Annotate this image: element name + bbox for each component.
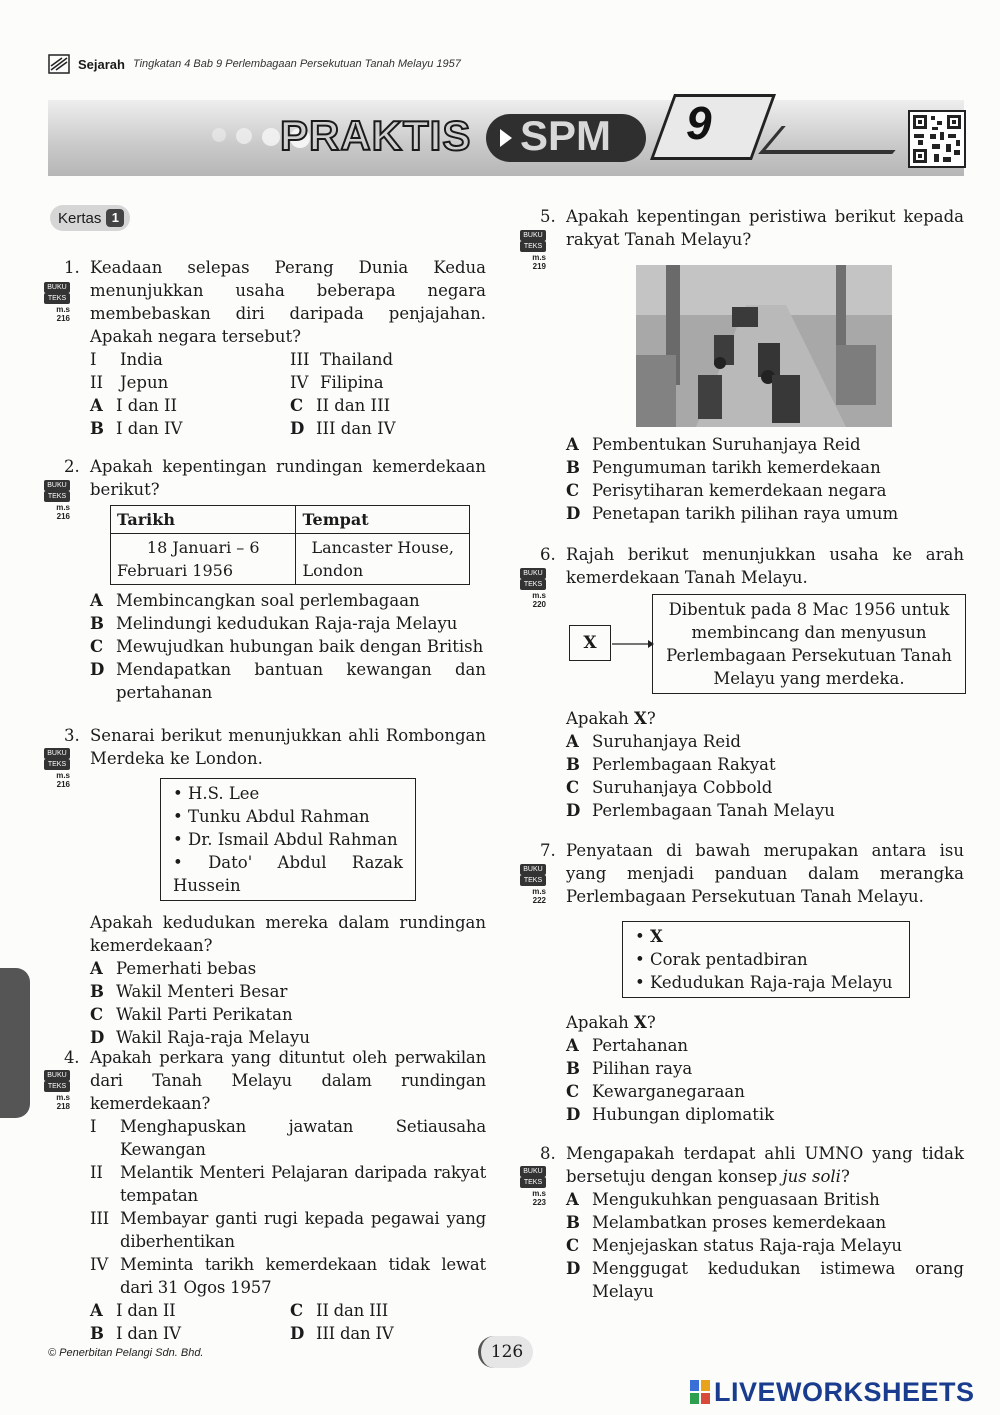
list-item: • X (635, 927, 663, 946)
question-number: 5. (540, 207, 556, 226)
negotiation-table (110, 505, 470, 585)
option-c[interactable]: C Menjejaskan status Raja-raja Melayu (566, 1236, 903, 1255)
spm-label: SPM (520, 112, 612, 159)
kertas-number: 1 (106, 209, 124, 227)
question-prompt: Apakah X? (566, 1013, 656, 1032)
praktis-title: PRAKTIS (280, 112, 472, 159)
option-d[interactable]: D Penetapan tarikh pilihan raya umum (566, 504, 899, 523)
question-text: Apakah kepentingan peristiwa berikut kepada rakyat Tanah Melayu? (566, 207, 964, 249)
table-cell-tarikh: 18 Januari – 6 Februari 1956 (111, 534, 296, 585)
chapter-subtitle: Tingkatan 4 Bab 9 Perlembagaan Persekutuan Tanah Melayu 1957 (132, 58, 461, 70)
textbook-badge: BUKU TEKS m.s 222 (520, 864, 546, 905)
option-c[interactable]: C Mewujudkan hubungan baik dengan British (90, 637, 484, 656)
question-text: Mengapakah terdapat ahli UMNO yang tidak bersetuju dengan konsep jus soli? (566, 1144, 964, 1186)
answer-options (90, 957, 486, 1049)
option-d[interactable]: D Mendapatkan bantuan kewangan dan pertahanan (90, 660, 486, 702)
question-number: 2. (64, 457, 80, 476)
option-c[interactable]: C II dan III (290, 396, 391, 415)
option-b[interactable]: B I dan IV (90, 419, 183, 438)
list-item: • Kedudukan Raja-raja Melayu (635, 973, 893, 992)
delegation-list (160, 778, 416, 901)
option-d[interactable]: D Wakil Raja-raja Melayu (90, 1028, 310, 1047)
option-d[interactable]: D Hubungan diplomatik (566, 1105, 775, 1124)
play-arrow-icon (500, 129, 512, 147)
option-a[interactable]: A Pembentukan Suruhanjaya Reid (566, 435, 861, 454)
question-text: Apakah perkara yang dituntut oleh perwakilan dari Tanah Melayu dalam rundingan kemerdekaan? (90, 1048, 486, 1113)
question-7 (540, 839, 964, 908)
option-b[interactable]: B Pilihan raya (566, 1059, 693, 1078)
chapter-number: 9 (686, 97, 712, 149)
kertas-label (50, 205, 130, 231)
option-c[interactable]: C Suruhanjaya Cobbold (566, 778, 773, 797)
option-b[interactable]: B Melindungi kedudukan Raja-raja Melayu (90, 614, 458, 633)
answer-options (90, 589, 486, 704)
option-b[interactable]: B Pengumuman tarikh kemerdekaan (566, 458, 881, 477)
option-c[interactable]: C Perisytiharan kemerdekaan negara (566, 481, 887, 500)
textbook-badge: BUKU TEKS m.s 223 (520, 1166, 546, 1207)
option-d[interactable]: D III dan IV (290, 1324, 394, 1343)
question-number: 1. (64, 258, 80, 277)
page-number: 126 (478, 1336, 533, 1368)
question-number: 7. (540, 841, 556, 860)
page-header (48, 50, 461, 78)
textbook-badge: BUKU TEKS m.s 219 (520, 230, 546, 271)
textbook-badge: BUKU TEKS m.s 216 (44, 480, 70, 521)
question-number: 8. (540, 1144, 556, 1163)
question-text: Apakah kepentingan rundingan kemerdekaan berikut? (90, 457, 486, 499)
liveworksheets-logo-icon (690, 1380, 710, 1404)
question-text: Rajah berikut menunjukkan usaha ke arah kemerdekaan Tanah Melayu. (566, 545, 964, 587)
merdeka-parade-photo (636, 265, 892, 427)
question-text: Penyataan di bawah merupakan antara isu yang menjadi panduan dalam merangka Perlembagaan Persekutuan Tanah Melayu. (566, 841, 964, 906)
publisher-credit: © Penerbitan Pelangi Sdn. Bhd. (48, 1347, 204, 1359)
answer-options (90, 394, 486, 440)
list-item: • H.S. Lee (173, 784, 260, 803)
question-text: Senarai berikut menunjukkan ahli Rombongan Merdeka ke London. (90, 726, 486, 768)
question-text: Keadaan selepas Perang Dunia Kedua menunjukkan usaha beberapa negara membebaskan diri daripada penjajahan. Apakah negara tersebut? (90, 258, 486, 346)
option-d[interactable]: D III dan IV (290, 419, 396, 438)
question-prompt: Apakah X? (566, 709, 656, 728)
list-item: • Tunku Abdul Rahman (173, 807, 370, 826)
option-a[interactable]: A Membincangkan soal perlembagaan (90, 591, 420, 610)
liveworksheets-brand: LIVEWORKSHEETS (714, 1377, 975, 1407)
option-a[interactable]: A I dan II (90, 396, 178, 415)
option-a[interactable]: A Pertahanan (566, 1036, 689, 1055)
option-a[interactable]: A Pemerhati bebas (90, 959, 257, 978)
textbook-badge: BUKU TEKS m.s 216 (44, 282, 70, 323)
option-b[interactable]: B Wakil Menteri Besar (90, 982, 288, 1001)
question-number: 4. (64, 1048, 80, 1067)
roman-list: I India III Thailand II Jepun IV Filipina (90, 350, 394, 392)
option-d[interactable]: D Perlembagaan Tanah Melayu (566, 801, 835, 820)
question-prompt: Apakah kedudukan mereka dalam rundingan kemerdekaan? (90, 913, 486, 955)
qr-code-icon[interactable] (908, 110, 966, 168)
question-2 (64, 455, 486, 704)
question-6 (540, 543, 964, 589)
question-number: 3. (64, 726, 80, 745)
table-header-tempat: Tempat (296, 506, 470, 534)
option-c[interactable]: C Wakil Parti Perikatan (90, 1005, 293, 1024)
list-item: • Dato' Abdul Razak Hussein (173, 853, 403, 895)
issue-list (622, 921, 910, 998)
diagram-description-box: Dibentuk pada 8 Mac 1956 untuk membincang dan menyusun Perlembagaan Persekutuan Tanah Melayu yang merdeka. (652, 594, 966, 694)
option-c[interactable]: C Kewarganegaraan (566, 1082, 745, 1101)
side-tab (0, 968, 30, 1118)
option-c[interactable]: C II dan III (290, 1301, 389, 1320)
question-4 (64, 1046, 486, 1345)
textbook-badge: BUKU TEKS m.s 216 (44, 748, 70, 789)
option-a[interactable]: A Mengukuhkan penguasaan British (566, 1190, 880, 1209)
question-number: 6. (540, 545, 556, 564)
option-b[interactable]: B Melambatkan proses kemerdekaan (566, 1213, 887, 1232)
question-3 (64, 724, 486, 1049)
question-8 (540, 1142, 964, 1303)
book-stripes-icon (48, 54, 70, 74)
question-6-options (566, 707, 964, 822)
textbook-badge: BUKU TEKS m.s 218 (44, 1070, 70, 1111)
diagram-x-box: X (569, 625, 611, 661)
question-5 (540, 205, 964, 251)
question-5-options (566, 433, 964, 525)
option-b[interactable]: B I dan IV (90, 1324, 181, 1343)
option-a[interactable]: A I dan II (90, 1301, 176, 1320)
question-7-options (566, 1011, 964, 1126)
option-b[interactable]: B Perlembagaan Rakyat (566, 755, 776, 774)
roman-list: I Menghapuskan jawatan Setiausaha Kewangan II Melantik Menteri Pelajaran daripada rakyat tempatan III Membayar ganti rugi kepada pegawai yang diberhentikan IV Meminta tarikh kemerdekaan tidak lewat dari 31 Ogos 1957 (90, 1117, 486, 1297)
table-header-tarikh: Tarikh (111, 506, 296, 534)
list-item: • Corak pentadbiran (635, 950, 808, 969)
kertas-text: Kertas (58, 209, 102, 227)
subject-title: Sejarah (78, 56, 125, 72)
arrow-right-icon (612, 638, 654, 650)
banner-swoosh (758, 126, 915, 154)
option-d[interactable]: D Menggugat kedudukan istimewa orang Melayu (566, 1259, 964, 1301)
textbook-badge: BUKU TEKS m.s 220 (520, 568, 546, 609)
answer-options (90, 1299, 486, 1345)
question-1 (64, 256, 486, 440)
option-a[interactable]: A Suruhanjaya Reid (566, 732, 741, 751)
table-cell-tempat: Lancaster House, London (296, 534, 470, 585)
list-item: • Dr. Ismail Abdul Rahman (173, 830, 398, 849)
